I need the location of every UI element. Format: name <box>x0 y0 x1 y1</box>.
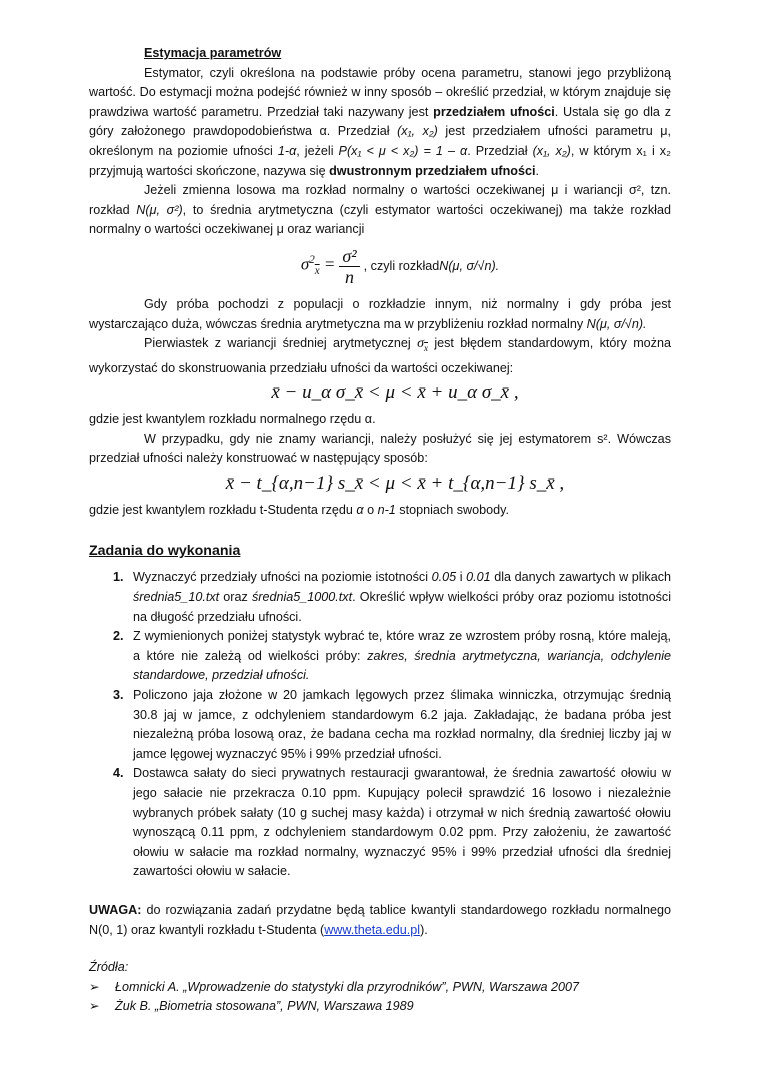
fraction-sigma-over-n: $\frac{\text{σ²}}{n}$ <box>339 246 359 287</box>
paragraph-other-distribution: Gdy próba pochodzi z populacji o rozkładzie innym, niż normalny i gdy próba jest wystarczająco duża, wówczas średnia arytmetyczna ma w przybliżeniu rozkład normalny N(μ, σ/√n). <box>89 296 671 331</box>
paragraph-estimator: Estymator, czyli określona na podstawie próby ocena parametru, stanowi jego przybliżoną wartość. Do estymacji można podejść również w inny sposób – określić przedział, w którym znajduje się prawdziwa wartość parametru. Przedział taki nazywany jest przedziałem ufności. Ustala się go dla z góry założonego prawdopodobieństwa α. Przedział (x₁, x₂) jest przedziałem ufności parametru μ, określonym na poziomie ufności 1-α, jeżeli P(x₁ < μ < x₂) = 1 – α. Przedział (x₁, x₂), w którym x₁ i x₂ przyjmują wartości skończone, nazywa się dwustronnym przedziałem ufności. <box>89 65 671 178</box>
term-two-sided-interval: dwustronnym przedziałem ufności <box>329 163 536 178</box>
task-item-3: 3. Policzono jaja złożone w 20 jamkach lęgowych przez ślimaka winniczka, otrzymując średnią 30.8 jaj w jamce, z odchyleniem standardowym 6.2 jaja. Zakładając, że badana próba jest niezależną próba losową oraz, że badana cecha ma rozkład normalny, dla średniej liczby jaj w jamce lęgowej wyznaczyć 95% i 99% przedział ufności. <box>127 686 671 764</box>
task-list <box>89 568 671 882</box>
theta-link[interactable]: www.theta.edu.pl <box>324 922 421 937</box>
section-title-estymacja: Estymacja parametrów <box>144 46 282 60</box>
arrow-bullet-icon: ➢ <box>89 979 100 994</box>
note-uwaga: UWAGA: do rozwiązania zadań przydatne będą tablice kwantyli standardowego rozkładu normalnego N(0, 1) oraz kwantyli rozkładu t-Studenta (www.theta.edu.pl). <box>89 902 671 937</box>
paragraph-standard-error: Pierwiastek z wariancji średniej arytmetycznej $\sigma_{\overline{x}}$ jest błędem standardowym, który można wykorzystać do skonstruowania przedziału ufności da wartości oczekiwanej: <box>89 336 671 375</box>
formula-interval-known-variance: x̄ − u_α σ_x̄ < μ < x̄ + u_α σ_x̄ , <box>271 382 519 404</box>
task-item-4: 4. Dostawca sałaty do sieci prywatnych restauracji gwarantował, że średnia zawartość ołowiu w jego sałacie nie przekracza 0.10 ppm. Kupujący polecił sprawdzić 16 losowo i niezależnie wybranych próbek sałaty (10 g suchej masy każda) i otrzymał w nich średnią zawartość ołowiu wynoszącą 0.11 ppm, z odchyleniem standardowym 0.02 ppm. Przy założeniu, że zawartość ołowiu w sałacie ma rozkład normalny, wyznaczyć 95% i 99% przedział ufności dla średniej zawartości ołowiu w sałacie. <box>127 764 671 882</box>
sources-list <box>89 978 671 1017</box>
formula-interval-unknown-variance: x̄ − t_{α,n−1} s_x̄ < μ < x̄ + t_{α,n−1} s_x̄ , <box>225 472 565 494</box>
section-title-zadania: Zadania do wykonania <box>89 543 241 560</box>
document-page <box>89 44 671 1017</box>
sources-title: Źródła: <box>89 960 129 975</box>
paragraph-unknown-variance: W przypadku, gdy nie znamy wariancji, należy posłużyć się jej estymatorem s². Wówczas przedział ufności należy konstruować w następujący sposób: <box>89 431 671 466</box>
task-item-2: 2. Z wymienionych poniżej statystyk wybrać te, które wraz ze wzrostem próby rosną, które maleją, a które nie zależą od wielkości próby: zakres, średnia arytmetyczna, wariancja, odchylenie standardowe, przedział ufności. <box>127 627 671 686</box>
paragraph-normal-quantile: gdzie jest kwantylem rozkładu normalnego rzędu α. <box>89 412 376 427</box>
arrow-bullet-icon: ➢ <box>89 999 100 1014</box>
paragraph-t-quantile: gdzie jest kwantylem rozkładu t-Studenta rzędu α o n-1 stopniach swobody. <box>89 502 509 517</box>
task-item-1: 1. Wyznaczyć przedziały ufności na poziomie istotności 0.05 i 0.01 dla danych zawartych w plikach średnia5_10.txt oraz średnia5_1000.txt. Określić wpływ wielkości próby oraz poziomu istotności na długość przedziału ufności. <box>127 568 671 627</box>
paragraph-normal-distribution: Jeżeli zmienna losowa ma rozkład normalny o wartości oczekiwanej μ i wariancji σ², tzn. rozkład N(μ, σ²), to średnia arytmetyczna (czyli estymator wartości oczekiwanej) ma także rozkład normalny o wartości oczekiwanej μ oraz wariancji <box>89 183 671 237</box>
source-item: ➢ Łomnicki A. „Wprowadzenie do statystyki dla przyrodników”, PWN, Warszawa 2007 <box>89 978 671 998</box>
term-confidence-interval: przedziałem ufności <box>433 104 555 119</box>
source-item: ➢ Żuk B. „Biometria stosowana”, PWN, Warszawa 1989 <box>89 997 671 1017</box>
formula-variance-of-mean: $\sigma^2_{\overline{x}}$ = $\frac{\text{σ²}}{n}$ , czyli rozkład N(μ, σ/√n). <box>300 245 500 287</box>
